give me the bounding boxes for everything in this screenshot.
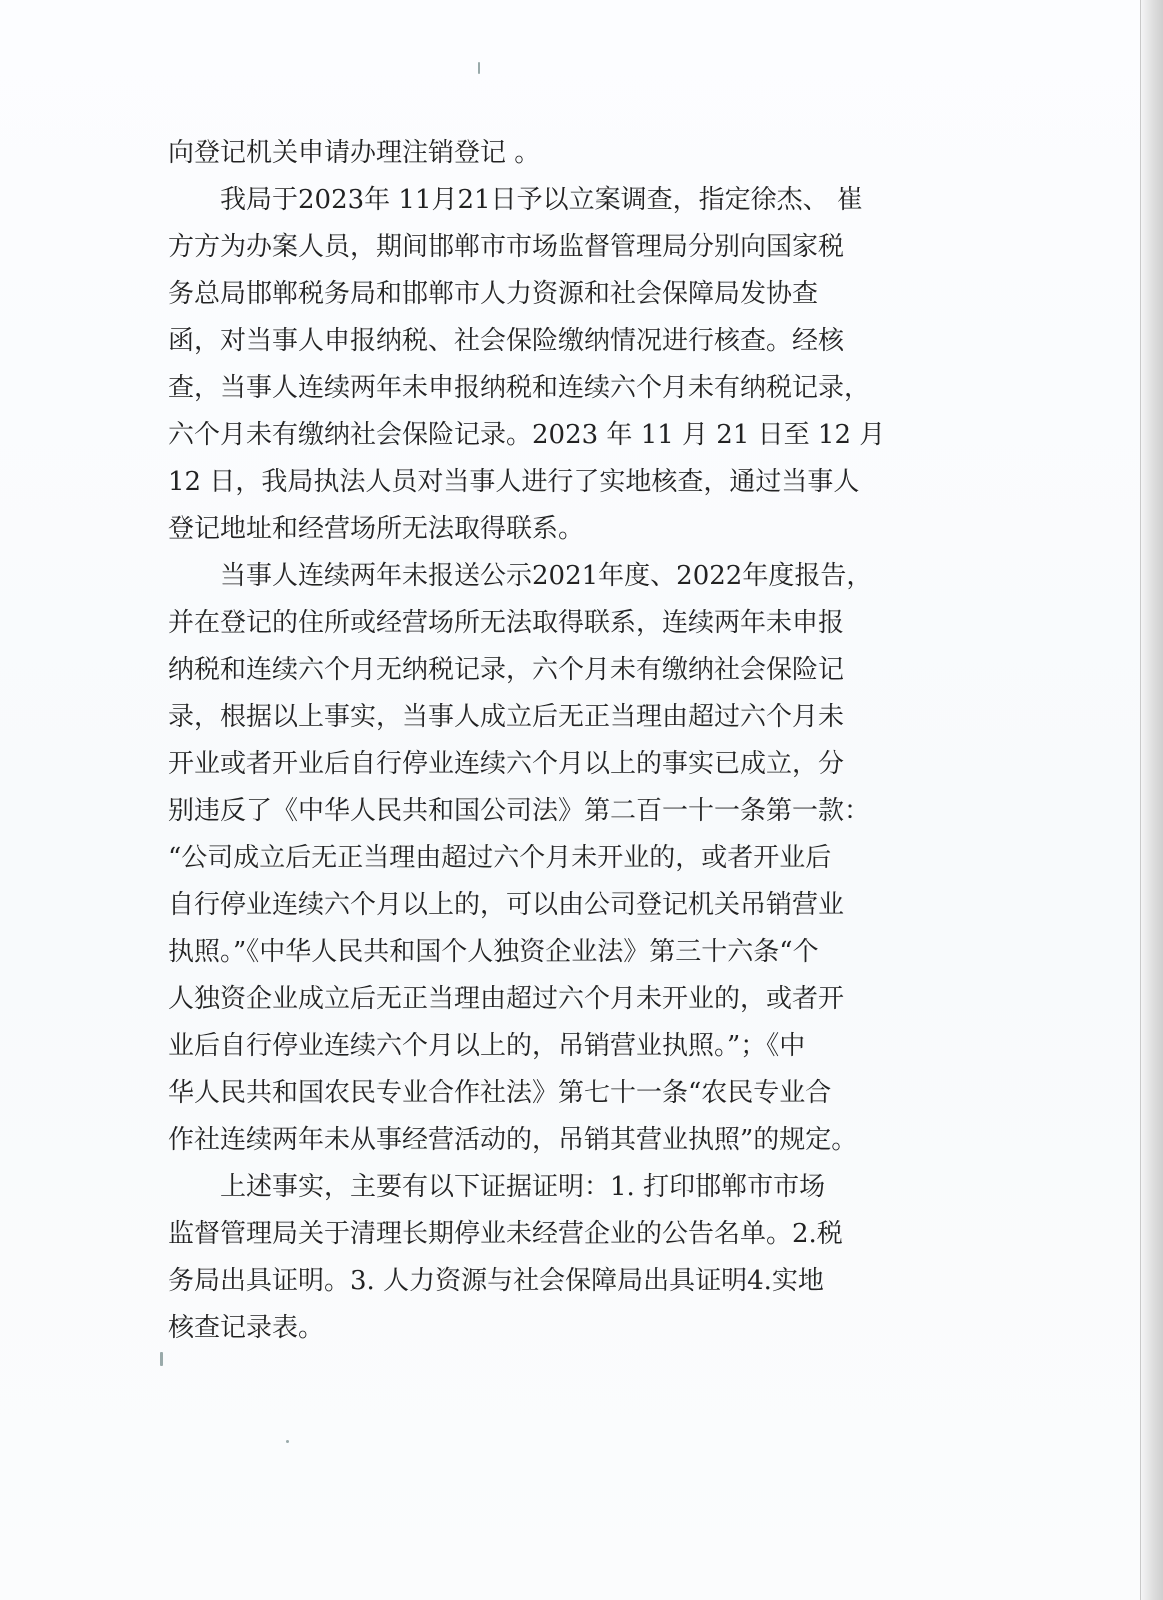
scan-mark — [286, 1440, 289, 1443]
text-line: 务局出具证明。3. 人力资源与社会保障局出具证明4.实地 — [168, 1266, 824, 1296]
text-line: 作社连续两年未从事经营活动的，吊销其营业执照”的规定。 — [168, 1125, 858, 1155]
text-line: 录，根据以上事实，当事人成立后无正当理由超过六个月未 — [168, 702, 845, 732]
text-line: 业后自行停业连续六个月以上的，吊销营业执照。”；《中 — [168, 1031, 806, 1061]
text-line: 并在登记的住所或经营场所无法取得联系，连续两年未申报 — [168, 608, 845, 638]
page-edge-shadow — [1141, 0, 1163, 1600]
text-line: 上述事实，主要有以下证据证明：1. 打印邯郸市市场 — [220, 1172, 826, 1202]
scan-mark — [160, 1352, 163, 1366]
text-line: 执照。”《中华人民共和国个人独资企业法》第三十六条“个 — [168, 937, 819, 967]
text-line: 人独资企业成立后无正当理由超过六个月未开业的，或者开 — [168, 984, 845, 1014]
text-line: 自行停业连续六个月以上的，可以由公司登记机关吊销营业 — [168, 890, 845, 920]
text-line: 核查记录表。 — [168, 1313, 325, 1343]
text-line: 别违反了《中华人民共和国公司法》第二百一十一条第一款： — [168, 796, 871, 826]
text-line: 12 日，我局执法人员对当事人进行了实地核查，通过当事人 — [168, 467, 860, 497]
text-line: “公司成立后无正当理由超过六个月未开业的，或者开业后 — [168, 843, 832, 873]
paragraph-1 — [168, 130, 958, 177]
paragraph-4 — [168, 1164, 958, 1352]
text-line: 方方为办案人员，期间邯郸市市场监督管理局分别向国家税 — [168, 232, 845, 262]
text-line: 开业或者开业后自行停业连续六个月以上的事实已成立，分 — [168, 749, 845, 779]
text-line: 我局于2023年 11月21日予以立案调查，指定徐杰、 崔 — [220, 185, 863, 215]
paragraph-3 — [168, 553, 958, 1164]
text-line: 监督管理局关于清理长期停业未经营企业的公告名单。2.税 — [168, 1219, 843, 1249]
text-line: 六个月未有缴纳社会保险记录。2023 年 11 月 21 日至 12 月 — [168, 420, 886, 450]
text-line: 查，当事人连续两年未申报纳税和连续六个月未有纳税记录， — [168, 373, 871, 403]
text-line: 华人民共和国农民专业合作社法》第七十一条“农民专业合 — [168, 1078, 832, 1108]
scan-mark — [478, 62, 480, 74]
text-line: 纳税和连续六个月无纳税记录，六个月未有缴纳社会保险记 — [168, 655, 845, 685]
document-body — [168, 130, 958, 1352]
text-line: 务总局邯郸税务局和邯郸市人力资源和社会保障局发协查 — [168, 279, 819, 309]
text-line: 函，对当事人申报纳税、社会保险缴纳情况进行核查。经核 — [168, 326, 845, 356]
text-line: 登记地址和经营场所无法取得联系。 — [168, 514, 585, 544]
paragraph-2 — [168, 177, 958, 553]
text-line: 当事人连续两年未报送公示2021年度、2022年度报告， — [220, 561, 873, 591]
text-line: 向登记机关申请办理注销登记 。 — [168, 138, 541, 168]
